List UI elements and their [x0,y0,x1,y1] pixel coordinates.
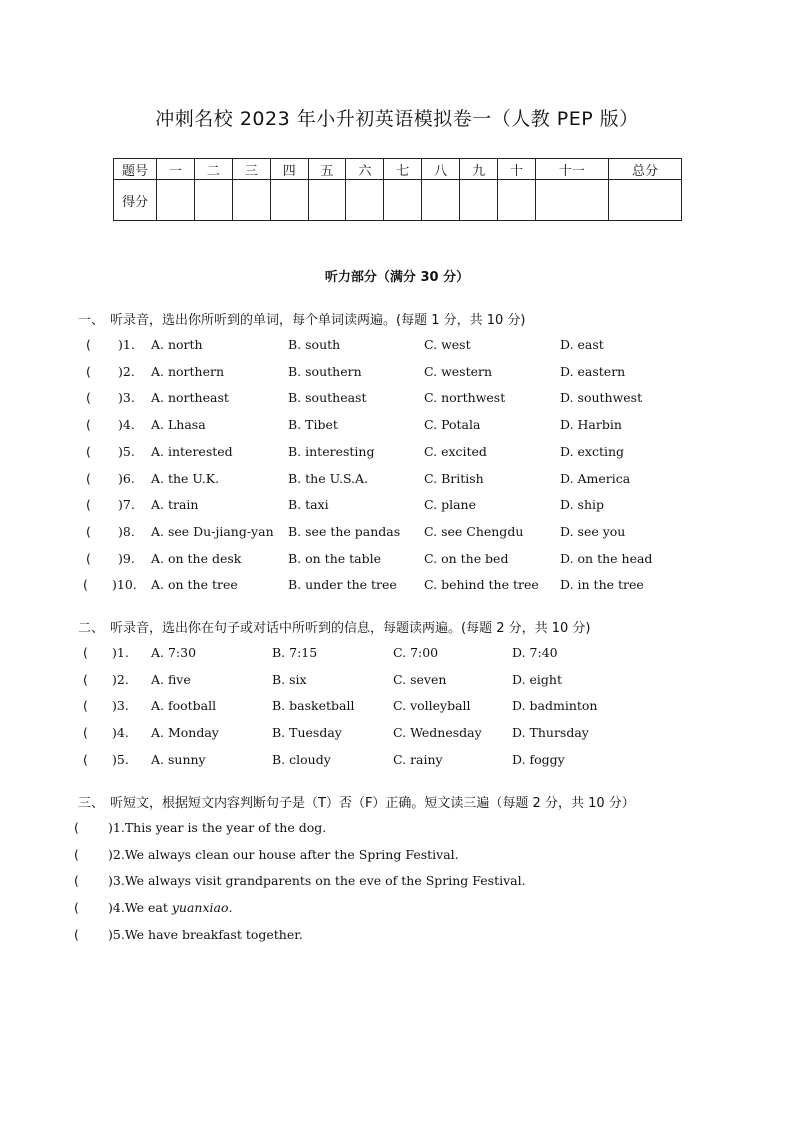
question-number: )3. [112,698,129,714]
header-cell: 四 [270,159,308,180]
question-number: )9. [118,550,135,566]
question-row [0,364,794,384]
answer-blank[interactable]: ( [86,470,91,486]
answer-blank[interactable]: ( [86,497,91,513]
option[interactable]: D. east [560,337,604,352]
section-2-instruction [78,617,591,636]
option[interactable]: B. the U.S.A. [288,470,369,486]
question-row [0,444,794,464]
score-cell[interactable] [157,180,195,221]
option[interactable]: B. cloudy [272,751,331,767]
option[interactable]: D. eight [512,671,562,687]
score-cell[interactable] [232,180,270,221]
answer-blank[interactable]: ( [74,873,79,889]
option[interactable]: B. south [288,337,341,352]
question-number: )5. [112,751,129,767]
statement-text: We always visit grandparents on the eve of the Spring Festival. [124,873,526,889]
option[interactable]: C. on the bed [424,550,509,566]
score-cell[interactable] [608,180,681,221]
option[interactable]: A. interested [151,443,233,459]
statement-text: We always clean our house after the Spring Festival. [124,846,459,862]
question-row [0,577,794,597]
score-table-header-row [114,159,682,180]
statement-tail: . [228,900,233,916]
statement-row [0,847,794,867]
header-cell: 七 [384,159,422,180]
statement-text: We have breakfast together. [124,926,303,942]
option[interactable]: D. in the tree [560,577,644,593]
question-number: )3. [118,390,135,406]
question-row [0,725,794,745]
option[interactable]: C. Wednesday [393,725,482,741]
header-cell: 一 [157,159,195,180]
option[interactable]: B. basketball [272,698,355,714]
option[interactable]: D. foggy [512,751,565,767]
answer-blank[interactable]: ( [86,417,91,433]
option[interactable]: D. badminton [512,698,598,714]
statement-number: )3. [108,873,125,889]
score-cell[interactable] [460,180,498,221]
option[interactable]: D. southwest [560,390,643,406]
question-number: )2. [118,363,135,379]
option[interactable]: C. excited [424,443,487,459]
question-row [0,551,794,571]
score-cell[interactable] [194,180,232,221]
question-row [0,672,794,692]
option[interactable]: B. six [272,671,307,687]
answer-blank[interactable]: ( [83,751,88,767]
option[interactable]: D. 7:40 [512,645,558,660]
question-number: )5. [118,443,135,459]
answer-blank[interactable]: ( [86,390,91,406]
option[interactable]: D. America [560,470,631,486]
question-row [0,497,794,517]
option[interactable]: A. on the tree [151,577,238,593]
statement-row [0,873,794,893]
answer-blank[interactable]: ( [86,337,91,352]
question-number: )8. [118,523,135,539]
answer-blank[interactable]: ( [83,645,88,660]
option[interactable]: D. on the head [560,550,653,566]
question-number: )4. [112,725,129,741]
option[interactable]: B. on the table [288,550,381,566]
option[interactable]: C. 7:00 [393,645,439,660]
option[interactable]: B. see the pandas [288,523,401,539]
question-number: )2. [112,671,129,687]
statement-number: )2. [108,846,125,862]
score-cell[interactable] [308,180,346,221]
answer-blank[interactable]: ( [86,523,91,539]
option[interactable]: B. Tuesday [272,725,342,741]
header-cell: 题号 [114,159,157,180]
answer-blank[interactable]: ( [83,577,88,593]
section-3-instruction [78,792,635,811]
option[interactable]: C. northwest [424,390,506,406]
question-row [0,752,794,772]
answer-blank[interactable]: ( [74,846,79,862]
option[interactable]: A. see Du-jiang-yan [151,523,274,539]
option[interactable]: A. northeast [151,390,229,406]
option[interactable]: D. excting [560,443,625,459]
statement-number: )1. [108,820,125,835]
score-table-score-row [114,180,682,221]
score-cell[interactable] [535,180,608,221]
answer-blank[interactable]: ( [74,926,79,942]
statement-row [0,820,794,840]
statement-text: We eat [124,900,172,916]
option[interactable]: C. rainy [393,751,443,767]
statement-number: )5. [108,926,125,942]
question-number: )7. [118,497,135,513]
question-row [0,698,794,718]
question-row [0,337,794,357]
header-cell: 九 [460,159,498,180]
option[interactable]: D. see you [560,523,626,539]
section-number: 三、 [78,796,105,811]
section-text: 听短文，根据短文内容判断句子是（T）否（F）正确。短文读三遍（每题 2 分，共 10 分） [110,796,635,811]
section-1-instruction [78,309,526,328]
option[interactable]: D. ship [560,497,604,513]
option[interactable]: C. volleyball [393,698,471,714]
answer-blank[interactable]: ( [86,363,91,379]
option[interactable]: A. Lhasa [151,417,206,433]
header-cell: 三 [232,159,270,180]
answer-blank[interactable]: ( [83,698,88,714]
question-row [0,417,794,437]
statement-italic-word: yuanxiao [171,900,229,916]
option[interactable]: B. interesting [288,443,375,459]
score-cell[interactable] [498,180,536,221]
option[interactable]: A. 7:30 [151,645,197,660]
option[interactable]: C. see Chengdu [424,523,524,539]
question-row [0,390,794,410]
option[interactable]: A. north [151,337,203,352]
section-number: 一、 [78,313,105,328]
option[interactable]: C. Potala [424,417,481,433]
score-cell[interactable] [270,180,308,221]
statement [108,873,526,888]
statement-row [0,927,794,947]
option[interactable]: C. seven [393,671,447,687]
statement-number: )4. [108,900,125,916]
option[interactable]: C. plane [424,497,476,513]
option[interactable]: C. British [424,470,484,486]
option[interactable]: B. Tibet [288,417,338,433]
answer-blank[interactable]: ( [86,550,91,566]
option[interactable]: C. behind the tree [424,577,539,593]
option[interactable]: A. football [151,698,217,714]
option[interactable]: D. Thursday [512,725,589,741]
option[interactable]: A. on the desk [151,550,242,566]
option[interactable]: A. the U.K. [151,470,220,486]
question-number: )1. [112,645,129,660]
section-text: 听录音，选出你在句子或对话中所听到的信息，每题读两遍。(每题 2 分，共 10 分) [110,621,591,636]
statement-text: This year is the year of the dog. [124,820,327,835]
option[interactable]: C. west [424,337,471,352]
option[interactable]: A. train [151,497,199,513]
statement [108,900,232,915]
exam-title: 冲刺名校 2023 年小升初英语模拟卷一（人教 PEP 版） [155,108,639,130]
question-number: )4. [118,417,135,433]
header-cell: 总分 [608,159,681,180]
score-table [113,158,682,221]
statement [108,927,303,942]
answer-blank[interactable]: ( [83,725,88,741]
answer-blank[interactable]: ( [83,671,88,687]
question-row [0,471,794,491]
statement-row [0,900,794,920]
question-number: )6. [118,470,135,486]
option[interactable]: D. Harbin [560,417,622,433]
answer-blank[interactable]: ( [74,820,79,835]
score-cell[interactable] [384,180,422,221]
question-number: )1. [118,337,135,352]
option[interactable]: A. sunny [151,751,206,767]
option[interactable]: A. five [151,671,191,687]
question-number: )10. [112,577,137,593]
answer-blank[interactable]: ( [86,443,91,459]
option[interactable]: B. southeast [288,390,367,406]
header-cell: 十 [498,159,536,180]
header-cell: 六 [346,159,384,180]
option[interactable]: A. Monday [151,725,219,741]
header-cell: 二 [194,159,232,180]
statement [108,847,459,862]
score-label: 得分 [114,180,157,221]
part-heading: 听力部分（满分 30 分） [324,270,470,285]
option[interactable]: B. 7:15 [272,645,318,660]
option[interactable]: D. eastern [560,363,626,379]
question-row [0,524,794,544]
option[interactable]: B. taxi [288,497,329,513]
question-row [0,645,794,665]
section-number: 二、 [78,621,105,636]
section-text: 听录音，选出你所听到的单词，每个单词读两遍。(每题 1 分，共 10 分) [110,313,526,328]
header-cell: 八 [422,159,460,180]
header-cell: 十一 [535,159,608,180]
header-cell: 五 [308,159,346,180]
statement [108,820,326,835]
score-cell[interactable] [422,180,460,221]
option[interactable]: B. southern [288,363,362,379]
option[interactable]: C. western [424,363,493,379]
answer-blank[interactable]: ( [74,900,79,916]
option[interactable]: B. under the tree [288,577,397,593]
option[interactable]: A. northern [151,363,225,379]
score-cell[interactable] [346,180,384,221]
